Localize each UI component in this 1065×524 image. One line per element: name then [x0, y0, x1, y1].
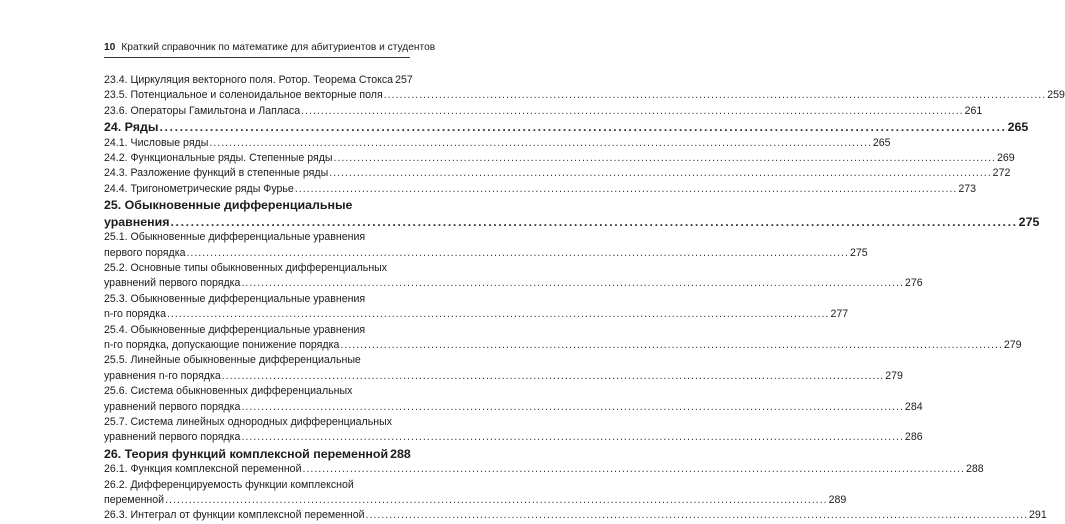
toc-chapter-title: уравнения — [104, 214, 170, 229]
toc-entry-title: 26.2. Дифференцируемость функции комплексной — [104, 478, 354, 491]
page-number: 10 — [104, 42, 116, 53]
toc-entry-25-1-line-2 — [104, 246, 868, 261]
toc-entry-title: 25.2. Основные типы обыкновенных дифференциальных — [104, 262, 388, 275]
toc-entry-25-6-line-1 — [104, 384, 410, 399]
toc-chapter-25-line-1 — [104, 197, 410, 214]
toc-entry-24-3 — [104, 166, 1011, 181]
toc-entry-title: 24.2. Функциональные ряды. Степенные ряды — [104, 152, 333, 165]
toc-entry-title: 25.5. Линейные обыкновенные дифференциальные — [104, 354, 361, 367]
toc-chapter-26 — [104, 446, 410, 463]
toc-entry-page: 276 — [904, 277, 923, 290]
toc-leader-dots — [329, 166, 991, 181]
toc-leader-dots — [334, 151, 996, 166]
toc-entry-25-5-line-1 — [104, 353, 410, 368]
toc-entry-page: 261 — [964, 104, 983, 117]
toc-entry-25-4-line-2 — [104, 338, 1022, 353]
toc-leader-dots — [209, 136, 871, 151]
toc-entry-page: 257 — [395, 74, 413, 86]
toc-entry-title: 25.7. Система линейных однородных дифференциальных — [104, 415, 392, 428]
toc-chapter-page: 288 — [390, 446, 411, 461]
toc-entry-title: 25.4. Обыкновенные дифференциальные уравнения — [104, 323, 366, 336]
toc-entry-title: 23.5. Потенциальное и соленоидальное векторные поля — [104, 89, 383, 102]
toc-entry-title: 26.1. Функция комплексной переменной — [104, 463, 302, 476]
running-header — [104, 40, 436, 54]
toc-entry-page: 265 — [872, 136, 891, 149]
toc-chapter-title: 25. Обыкновенные дифференциальные — [104, 198, 353, 213]
toc-leader-dots — [165, 493, 827, 508]
toc-entry-title: уравнений первого порядка — [104, 431, 241, 444]
toc-entry-25-2-line-2 — [104, 276, 923, 291]
toc-entry-title: переменной — [104, 493, 165, 506]
toc-entry-page: 284 — [904, 400, 923, 413]
toc-entry-title: 25.6. Система обыкновенных дифференциальных — [104, 385, 353, 398]
toc-chapter-title: 24. Ряды — [104, 120, 159, 135]
toc-entry-page: 259 — [1047, 89, 1065, 102]
toc-entry-title: 23.6. Операторы Гамильтона и Лапласа — [104, 104, 301, 117]
toc-entry-24-2 — [104, 151, 1015, 166]
toc-entry-24-4 — [104, 182, 976, 197]
toc-entry-25-4-line-1 — [104, 323, 410, 338]
toc-entry-page: 277 — [830, 308, 849, 321]
toc-leader-dots — [167, 307, 829, 322]
running-title: Краткий справочник по математике для абитуриентов и студентов — [121, 42, 436, 53]
toc-entry-title: первого порядка — [104, 246, 186, 259]
toc-entry-26-2-line-2 — [104, 493, 847, 508]
toc-entry-23-5 — [104, 88, 1065, 103]
toc-entry-title: 25.1. Обыкновенные дифференциальные уравнения — [104, 231, 366, 244]
header-rule — [104, 57, 410, 58]
toc-entry-23-6 — [104, 104, 983, 119]
toc-entry-25-7-line-2 — [104, 430, 923, 445]
toc-entry-page: 273 — [958, 182, 976, 195]
toc-entry-page: 288 — [965, 463, 984, 476]
toc-chapter-title: 26. Теория функций комплексной переменной — [104, 446, 389, 461]
toc-chapter-24 — [104, 119, 1029, 136]
toc-entry-page: 279 — [885, 369, 903, 382]
toc-leader-dots — [366, 508, 1028, 523]
toc-entry-26-3 — [104, 508, 1047, 523]
toc-entry-page: 291 — [1029, 509, 1047, 522]
toc-chapter-25-line-2 — [104, 214, 1040, 231]
toc-entry-24-1 — [104, 136, 891, 151]
toc-entry-25-3-line-1 — [104, 292, 410, 307]
toc-leader-dots — [241, 400, 903, 415]
toc-entry-title: уравнений первого порядка — [104, 400, 241, 413]
toc-entry-25-7-line-1 — [104, 415, 410, 430]
toc-entry-title: уравнения n-го порядка — [104, 369, 221, 382]
toc-leader-dots — [241, 276, 903, 291]
toc-entry-25-6-line-2 — [104, 400, 923, 415]
toc-entry-title: 24.1. Числовые ряды — [104, 136, 209, 149]
toc-leader-dots — [303, 462, 965, 477]
toc-entry-page: 272 — [992, 167, 1011, 180]
toc-leader-dots — [171, 214, 1018, 231]
toc-entry-page: 275 — [849, 246, 868, 259]
toc-entry-title: n-го порядка, допускающие понижение порядка — [104, 338, 340, 351]
toc-entry-title: 26.3. Интеграл от функции комплексной переменной — [104, 509, 365, 522]
toc-entry-title: 24.3. Разложение функций в степенные ряды — [104, 167, 329, 180]
toc-entry-25-5-line-2 — [104, 369, 903, 384]
toc-entry-title: n-го порядка — [104, 308, 166, 321]
toc-leader-dots — [241, 430, 903, 445]
toc-entry-title: уравнений первого порядка — [104, 277, 241, 290]
toc-chapter-page: 265 — [1007, 120, 1029, 135]
table-of-contents — [104, 73, 1065, 524]
toc-leader-dots — [295, 182, 957, 197]
toc-leader-dots — [159, 119, 1006, 136]
toc-leader-dots — [186, 246, 848, 261]
toc-chapter-page: 275 — [1018, 214, 1040, 229]
toc-leader-dots — [301, 104, 963, 119]
toc-leader-dots — [384, 88, 1046, 103]
toc-entry-25-3-line-2 — [104, 307, 849, 322]
toc-entry-title: 25.3. Обыкновенные дифференциальные уравнения — [104, 292, 366, 305]
toc-entry-23-4 — [104, 73, 413, 88]
toc-leader-dots — [222, 369, 884, 384]
toc-entry-25-1-line-1 — [104, 230, 410, 245]
toc-entry-title: 23.4. Циркуляция векторного поля. Ротор. Теорема Стокса — [104, 74, 394, 86]
toc-entry-26-1 — [104, 462, 984, 477]
toc-entry-25-2-line-1 — [104, 261, 410, 276]
toc-entry-page: 279 — [1003, 338, 1022, 351]
toc-entry-page: 269 — [997, 152, 1015, 165]
toc-entry-26-2-line-1 — [104, 478, 410, 493]
toc-entry-page: 286 — [904, 431, 923, 444]
toc-entry-page: 289 — [828, 493, 847, 506]
toc-leader-dots — [340, 338, 1002, 353]
toc-entry-title: 24.4. Тригонометрические ряды Фурье — [104, 182, 294, 195]
